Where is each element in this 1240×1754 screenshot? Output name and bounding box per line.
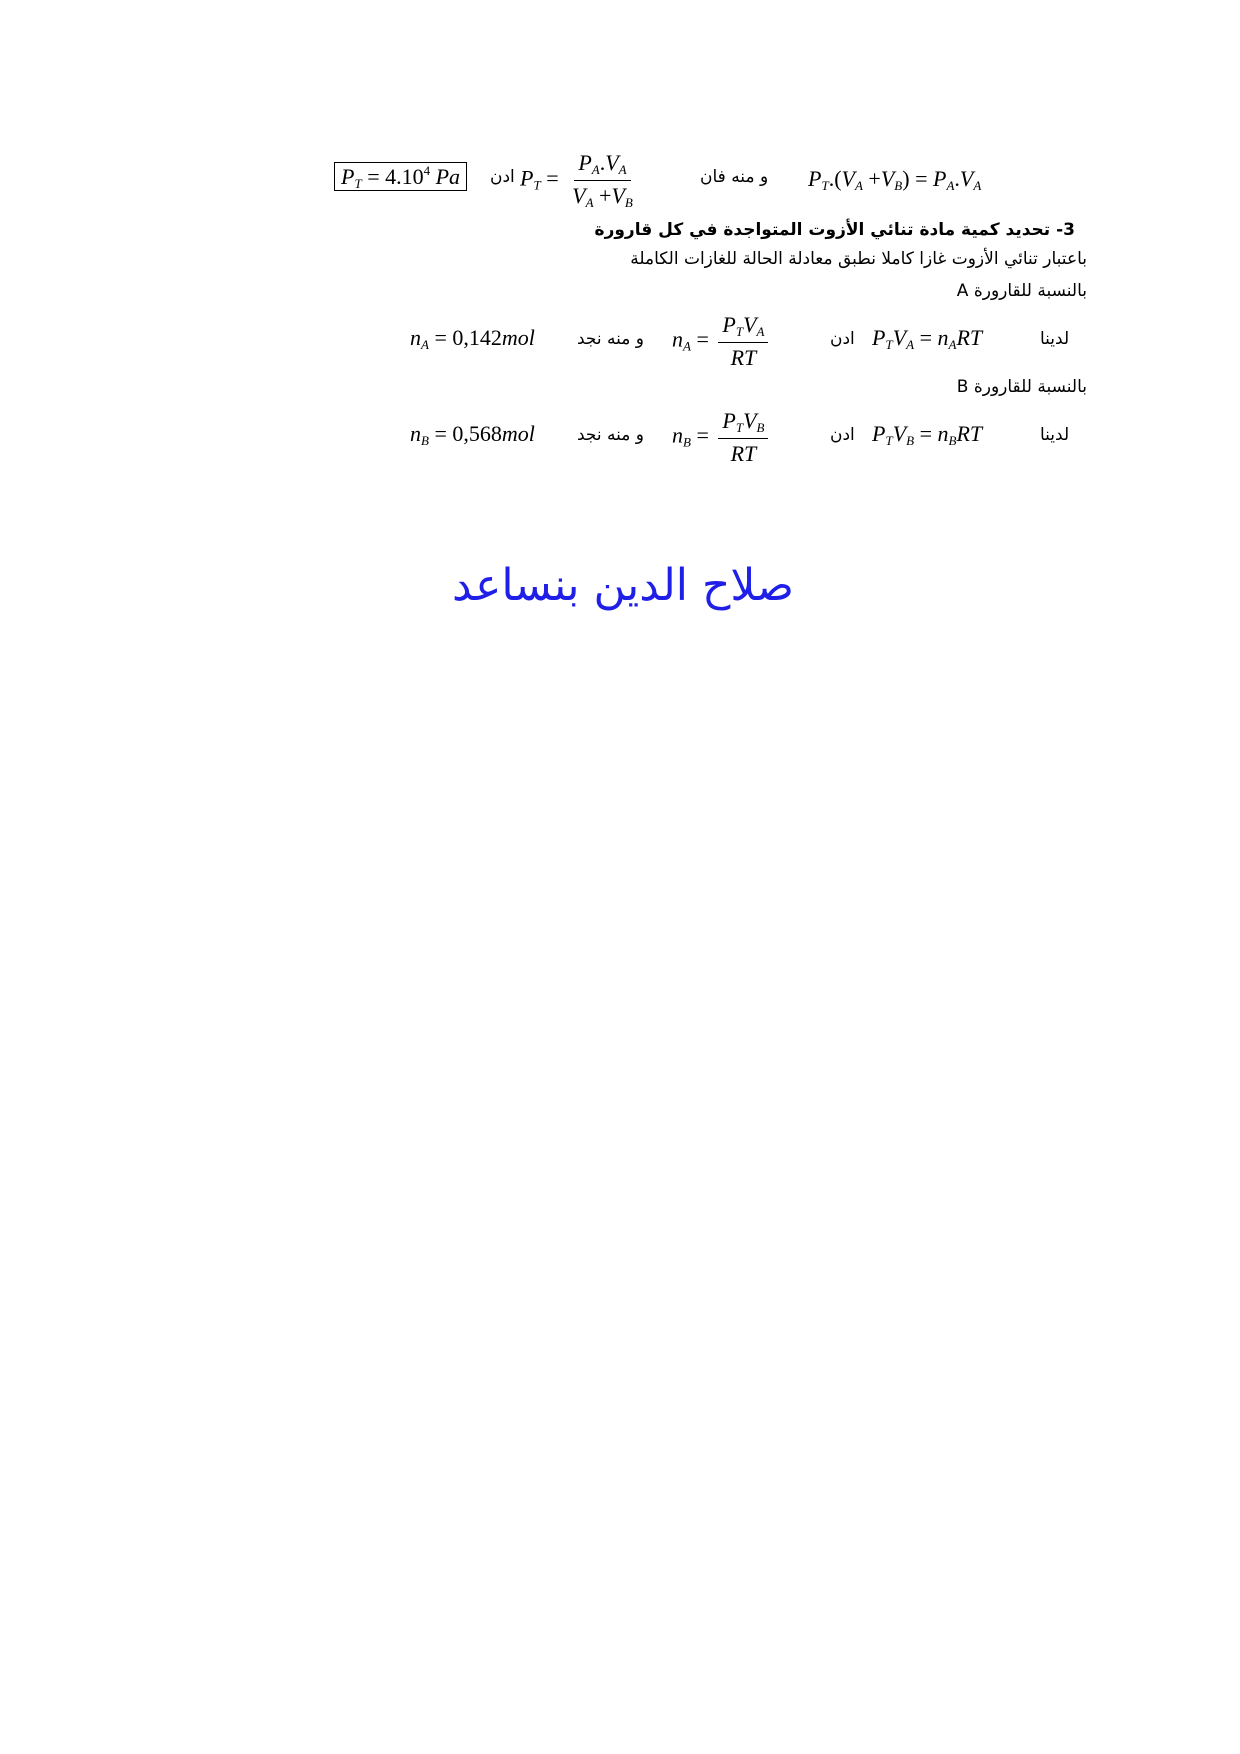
flask-b-fraction: $n_B$ = $\frac{P_TV_B}{RT}$ bbox=[672, 408, 772, 467]
flask-b-gas-law: $P_TV_B = n_BRT$ bbox=[872, 421, 983, 448]
flask-b-we-have: لدينا bbox=[1040, 425, 1070, 445]
flask-a-gas-law: $P_TV_A = n_ART$ bbox=[872, 325, 983, 352]
flask-b-hence-find: و منه نجد bbox=[577, 425, 644, 445]
flask-a-we-have: لدينا bbox=[1040, 329, 1070, 349]
flask-b-then: ادن bbox=[830, 425, 855, 445]
boxed-result-pt: $P_T = 4.10^4$ Pa bbox=[334, 163, 467, 192]
equation-pt-fraction: $P_T$ = $\frac{P_A.V_A}{V_A +V_B}$ bbox=[520, 150, 633, 210]
word-hence-1: و منه فان bbox=[700, 167, 769, 187]
flask-a-label: بالنسبة للقارورة A bbox=[956, 281, 1087, 301]
author-signature: صلاح الدين بنساعد bbox=[452, 560, 794, 611]
flask-a-then: ادن bbox=[830, 329, 855, 349]
flask-a-result: $n_A = 0,142mol$ bbox=[410, 325, 535, 352]
flask-b-result-value: 0,568 bbox=[452, 421, 502, 446]
flask-a-hence-find: و منه نجد bbox=[577, 329, 644, 349]
flask-a-result-value: 0,142 bbox=[452, 325, 502, 350]
flask-b-result: $n_B = 0,568mol$ bbox=[410, 421, 535, 448]
equation-pt-sum: $P_T.(V_A +V_B) = P_A.V_A$ bbox=[808, 166, 982, 193]
flask-a-fraction: $n_A$ = $\frac{P_TV_A}{RT}$ bbox=[672, 312, 772, 371]
flask-b-label: بالنسبة للقارورة B bbox=[956, 377, 1087, 397]
section-3-intro: باعتبار تنائي الأزوت غازا كاملا نطبق معادلة الحالة للغازات الكاملة bbox=[630, 249, 1087, 269]
section-3-heading: 3- تحديد كمية مادة تنائي الأزوت المتواجدة في كل قارورة bbox=[594, 220, 1075, 240]
word-then-1: ادن bbox=[490, 167, 515, 187]
